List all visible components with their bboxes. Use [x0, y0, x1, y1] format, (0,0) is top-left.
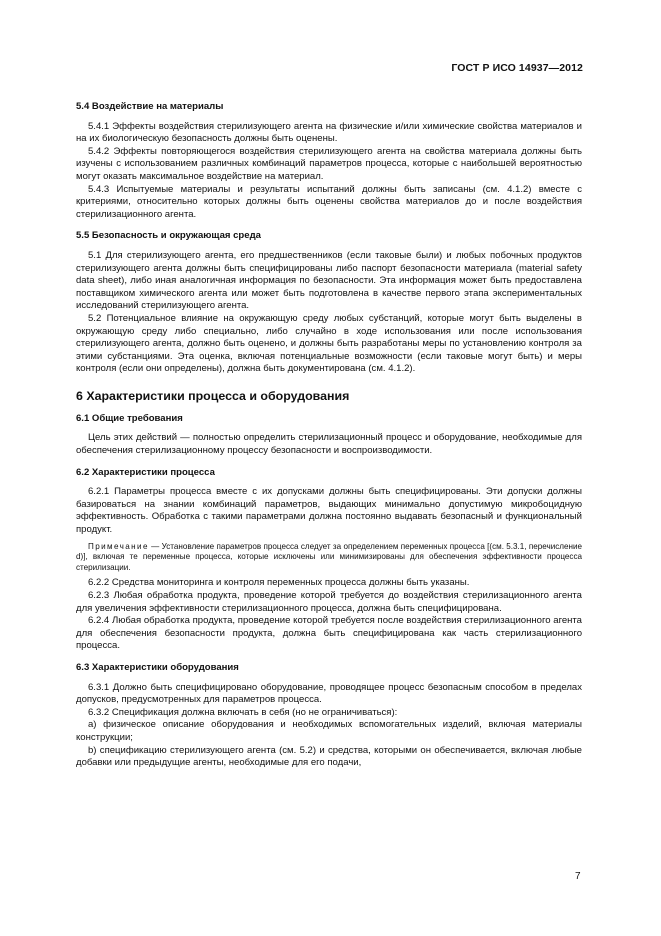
paragraph-6-2-2: 6.2.2 Средства мониторинга и контроля переменных процесса должны быть указаны. — [88, 577, 470, 589]
list-item-a: a) физическое описание оборудования и необходимых вспомогательных изделий, включая материалы конструкции; — [76, 719, 582, 743]
paragraph-6-2-3: 6.2.3 Любая обработка продукта, проведение которой требуется до воздействия стерилизационного агента для увеличения эффективности стерилизационного процесса, должна быть специфицирована. — [76, 590, 582, 614]
paragraph-5-4-1: 5.4.1 Эффекты воздействия стерилизующего агента на физические и/или химические свойства материалов и на их биологическую безопасность должны быть оценены. — [76, 120, 582, 145]
note-label: Примечание — [88, 541, 149, 551]
paragraph-6-3-1: 6.3.1 Должно быть специфицировано оборудование, проводящее процесс безопасным способом в пределах допусков, предусмотренных для параметров процесса. — [76, 681, 582, 706]
paragraph-5-2: 5.2 Потенциальное влияние на окружающую среду любых субстанций, которые могут быть выделены в окружающую среду либо специально, либо случайно в ходе использования или после использования стерилизующего агента, должно быть оценено, и должны быть разработаны меры по установлению контроля за этими субстанциями. Эта оценка, включая потенциальные возможности (если таковые могут быть) и меры контроля (если они определены), должна быть документирована (см. 4.1.2). — [76, 312, 582, 375]
chapter-6-heading: 6 Характеристики процесса и оборудования — [76, 388, 350, 403]
paragraph-6-1: Цель этих действий — полностью определить стерилизационный процесс и оборудование, необходимые для обеспечения стерилизационному процессу безопасности и воспроизводимости. — [76, 432, 582, 457]
paragraph-5-1: 5.1 Для стерилизующего агента, его предшественников (если таковые были) и любых побочных продуктов стерилизующего агента должны быть специфицированы либо паспорт безопасности материала (material safety data sheet), либо иная аналогичная информация по безопасности. Эта информация может быть предоставлена поставщиком химического агента или может быть подготовлена в качестве первого этапа экспериментальных исследований стерилизующего агента. — [76, 249, 582, 312]
note-text: — Установление параметров процесса следует за определением переменных процесса [(см. 5.3.1, перечисление d)], включая те переменные процесса, которые исключены или минимизированы для обеспечения эффективности процесса стерилизации. — [76, 541, 582, 572]
note — [76, 542, 582, 574]
paragraph-6-3-2: 6.3.2 Спецификация должна включать в себя (но не ограничиваться): — [88, 706, 398, 718]
paragraph-6-2-4: 6.2.4 Любая обработка продукта, проведение которой требуется после воздействия стерилизационного агента для обеспечения безопасности продукта, должна быть специфицирована как часть стерилизационного процесса. — [76, 615, 582, 652]
document-body — [76, 95, 582, 770]
section-6-3-heading: 6.3 Характеристики оборудования — [76, 661, 239, 673]
paragraph-5-4-3: 5.4.3 Испытуемые материалы и результаты испытаний должны быть записаны (см. 4.1.2) вместе с критериями, относительно которых должны быть оценены свойства материалов до и после воздействия стерилизационного агента. — [76, 183, 582, 220]
list-item-b: b) спецификацию стерилизующего агента (см. 5.2) и средства, которыми он обеспечивается, включая любые добавки или предыдущие агенты, необходимые для его подачи, — [76, 744, 582, 769]
standard-header: ГОСТ Р ИСО 14937—2012 — [451, 62, 583, 74]
section-5-4-heading: 5.4 Воздействие на материалы — [76, 101, 224, 112]
section-5-5-heading: 5.5 Безопасность и окружающая среда — [76, 230, 261, 242]
paragraph-5-4-2: 5.4.2 Эффекты повторяющегося воздействия стерилизующего агента на свойства материала должны быть изучены с использованием различных комбинаций параметров процесса, которые с наибольшей вероятностью могут оказать максимальное воздействие на материал. — [76, 145, 582, 182]
section-6-2-heading: 6.2 Характеристики процесса — [76, 466, 215, 478]
paragraph-6-2-1: 6.2.1 Параметры процесса вместе с их допусками должны быть специфицированы. Эти допуски должны базироваться на знании комбинаций параметров, выдающих минимально допустимую микробоцидную эффективность. Обработка с такими параметрами должна постоянно выдавать безопасный и функциональный продукт. — [76, 486, 582, 536]
page-number: 7 — [575, 871, 581, 882]
section-6-1-heading: 6.1 Общие требования — [76, 412, 183, 424]
